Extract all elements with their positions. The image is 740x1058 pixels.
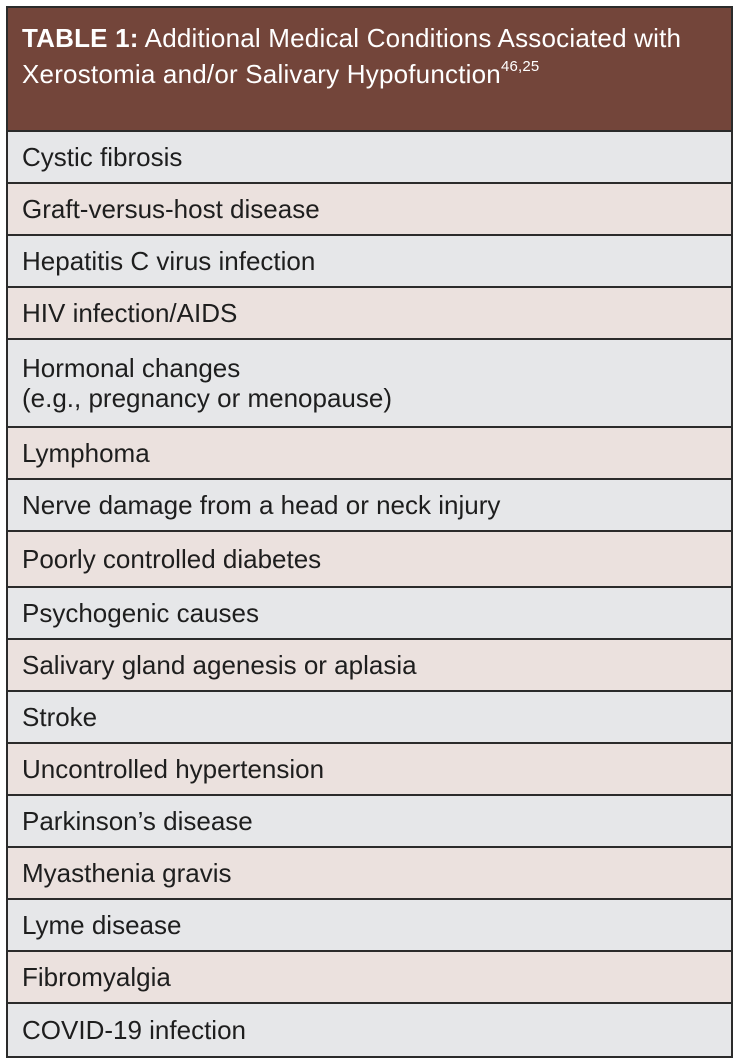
table-row: [8, 588, 731, 640]
row-text: Fibromyalgia: [22, 962, 171, 992]
row-text: Poorly controlled diabetes: [22, 544, 322, 574]
row-text: Lyme disease: [22, 910, 182, 940]
row-text: Parkinson’s disease: [22, 806, 253, 836]
table-row: [8, 532, 731, 588]
table-row: [8, 744, 731, 796]
row-text: Hepatitis C virus infection: [22, 246, 316, 276]
row-text: COVID-19 infection: [22, 1015, 246, 1045]
table-row: [8, 132, 731, 184]
table-row: [8, 184, 731, 236]
table-label: TABLE 1:: [22, 23, 139, 53]
table-row: [8, 288, 731, 340]
table-row: [8, 428, 731, 480]
row-text: Nerve damage from a head or neck injury: [22, 490, 501, 520]
row-text: Stroke: [22, 702, 98, 732]
table-row: [8, 480, 731, 532]
table-title-references: 46,25: [500, 58, 540, 76]
row-text: Salivary gland agenesis or aplasia: [22, 650, 417, 680]
table-row: [8, 236, 731, 288]
row-text: Psychogenic causes: [22, 598, 260, 628]
table-row: [8, 848, 731, 900]
table-row: [8, 796, 731, 848]
table-row: [8, 340, 731, 428]
table-title: Additional Medical Conditions Associated with Xerostomia and/or Salivary Hypofunction: [22, 23, 682, 89]
table-header: [8, 8, 731, 132]
table-row: [8, 900, 731, 952]
row-text: Myasthenia gravis: [22, 858, 232, 888]
conditions-table: [6, 6, 733, 1058]
row-text: Cystic fibrosis: [22, 142, 183, 172]
row-text: Lymphoma: [22, 438, 150, 468]
table-row: [8, 1004, 731, 1056]
row-text: HIV infection/AIDS: [22, 298, 238, 328]
row-text: Graft-versus-host disease: [22, 194, 320, 224]
table-row: [8, 952, 731, 1004]
table-row: [8, 640, 731, 692]
table-row: [8, 692, 731, 744]
row-text: Hormonal changes (e.g., pregnancy or menopause): [22, 353, 392, 413]
row-text: Uncontrolled hypertension: [22, 754, 325, 784]
